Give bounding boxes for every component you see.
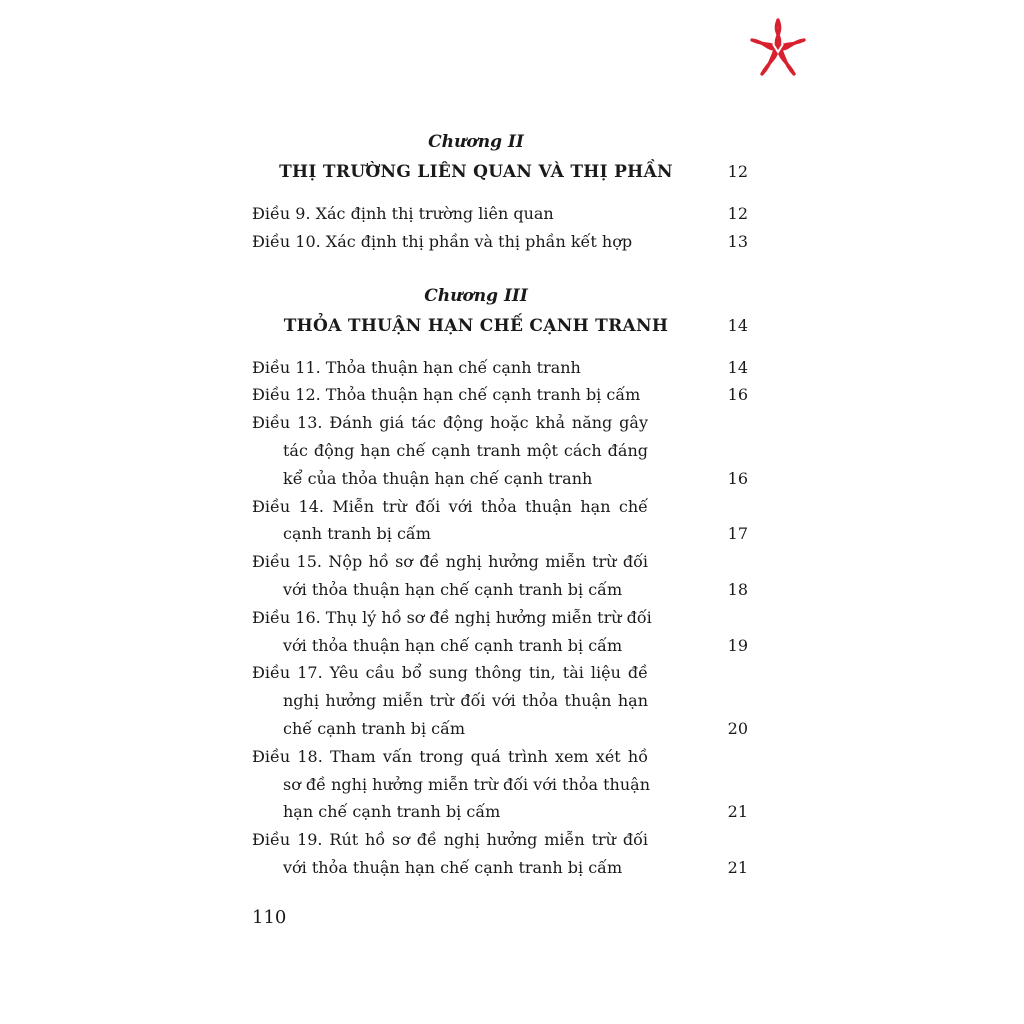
chapter-heading: Chương II — [428, 132, 524, 152]
toc-entry-page: 17 — [727, 524, 748, 544]
toc-entry-text: sơ đề nghị hưởng miễn trừ đối với thỏa thuận — [283, 774, 651, 794]
toc-entry — [252, 743, 748, 826]
chapter-title-row — [252, 310, 748, 342]
toc-entry-text: hạn chế cạnh tranh bị cấm — [283, 802, 501, 822]
toc-entry-text: Điều 16. Thụ lý hồ sơ đề nghị hưởng miễn trừ đối — [252, 607, 652, 627]
toc-entry-page: 14 — [727, 357, 748, 377]
page-number: 110 — [252, 907, 287, 928]
toc-entry — [252, 548, 748, 604]
toc-entry — [252, 200, 748, 228]
toc-entry — [252, 493, 748, 549]
toc-entry-text: với thỏa thuận hạn chế cạnh tranh bị cấm — [283, 635, 623, 655]
chapter-section — [252, 128, 748, 256]
toc-entry-text: Điều 10. Xác định thị phần và thị phần kết hợp — [252, 231, 633, 251]
toc-entry-page: 12 — [727, 204, 748, 223]
toc-entry-text: kể của thỏa thuận hạn chế cạnh tranh — [283, 468, 593, 488]
toc-entry-text: Điều 12. Thỏa thuận hạn chế cạnh tranh bị cấm — [252, 385, 641, 405]
toc-entry — [252, 381, 748, 409]
toc-entry — [252, 659, 748, 742]
chapter-title: THỎA THUẬN HẠN CHẾ CẠNH TRANH — [283, 315, 669, 336]
publisher-star-logo-icon — [746, 16, 810, 80]
toc-entry-page: 21 — [727, 802, 748, 822]
toc-entry-page: 18 — [727, 579, 748, 599]
toc-entry-text: chế cạnh tranh bị cấm — [283, 718, 466, 738]
toc-entry-text: Điều 18. Tham vấn trong quá trình xem xét hồ — [252, 746, 648, 766]
toc-entry-text: Điều 15. Nộp hồ sơ đề nghị hưởng miễn trừ đối — [252, 552, 648, 572]
toc-entry — [252, 228, 748, 256]
toc-entry-text: Điều 14. Miễn trừ đối với thỏa thuận hạn chế — [252, 496, 648, 516]
toc-entry-text: nghị hưởng miễn trừ đối với thỏa thuận hạn — [283, 691, 648, 711]
chapter-page-number: 12 — [727, 162, 748, 181]
toc-entry-page: 16 — [727, 385, 748, 405]
chapter-page-number: 14 — [727, 315, 748, 335]
toc-entry-text: Điều 13. Đánh giá tác động hoặc khả năng gây — [252, 413, 648, 433]
chapter-heading: Chương III — [424, 285, 528, 306]
toc-entry-text: cạnh tranh bị cấm — [283, 524, 431, 544]
toc-entry — [252, 604, 748, 660]
toc-entry — [252, 409, 748, 492]
toc-entry-text: Điều 9. Xác định thị trường liên quan — [252, 204, 554, 223]
toc-entry-text: với thỏa thuận hạn chế cạnh tranh bị cấm — [283, 579, 623, 599]
chapter-section — [252, 282, 748, 882]
toc-entry-text: Điều 11. Thỏa thuận hạn chế cạnh tranh — [252, 357, 581, 377]
toc-entry — [252, 826, 748, 882]
table-of-contents — [252, 128, 748, 882]
toc-entry-text: tác động hạn chế cạnh tranh một cách đáng — [283, 440, 648, 460]
toc-entry-page: 19 — [727, 635, 748, 655]
chapter-title: THỊ TRƯỜNG LIÊN QUAN VÀ THỊ PHẦN — [279, 162, 673, 182]
toc-entry-page: 16 — [727, 468, 748, 488]
toc-entry-text: Điều 19. Rút hồ sơ đề nghị hưởng miễn trừ đối — [252, 830, 648, 850]
toc-entry-page: 21 — [727, 857, 748, 877]
toc-entry-text: Điều 17. Yêu cầu bổ sung thông tin, tài liệu đề — [252, 663, 648, 683]
toc-entry-text: với thỏa thuận hạn chế cạnh tranh bị cấm — [283, 857, 623, 877]
toc-entry — [252, 354, 748, 382]
toc-entry-page: 20 — [727, 718, 748, 738]
toc-entry-page: 13 — [727, 231, 748, 251]
chapter-title-row — [252, 156, 748, 188]
